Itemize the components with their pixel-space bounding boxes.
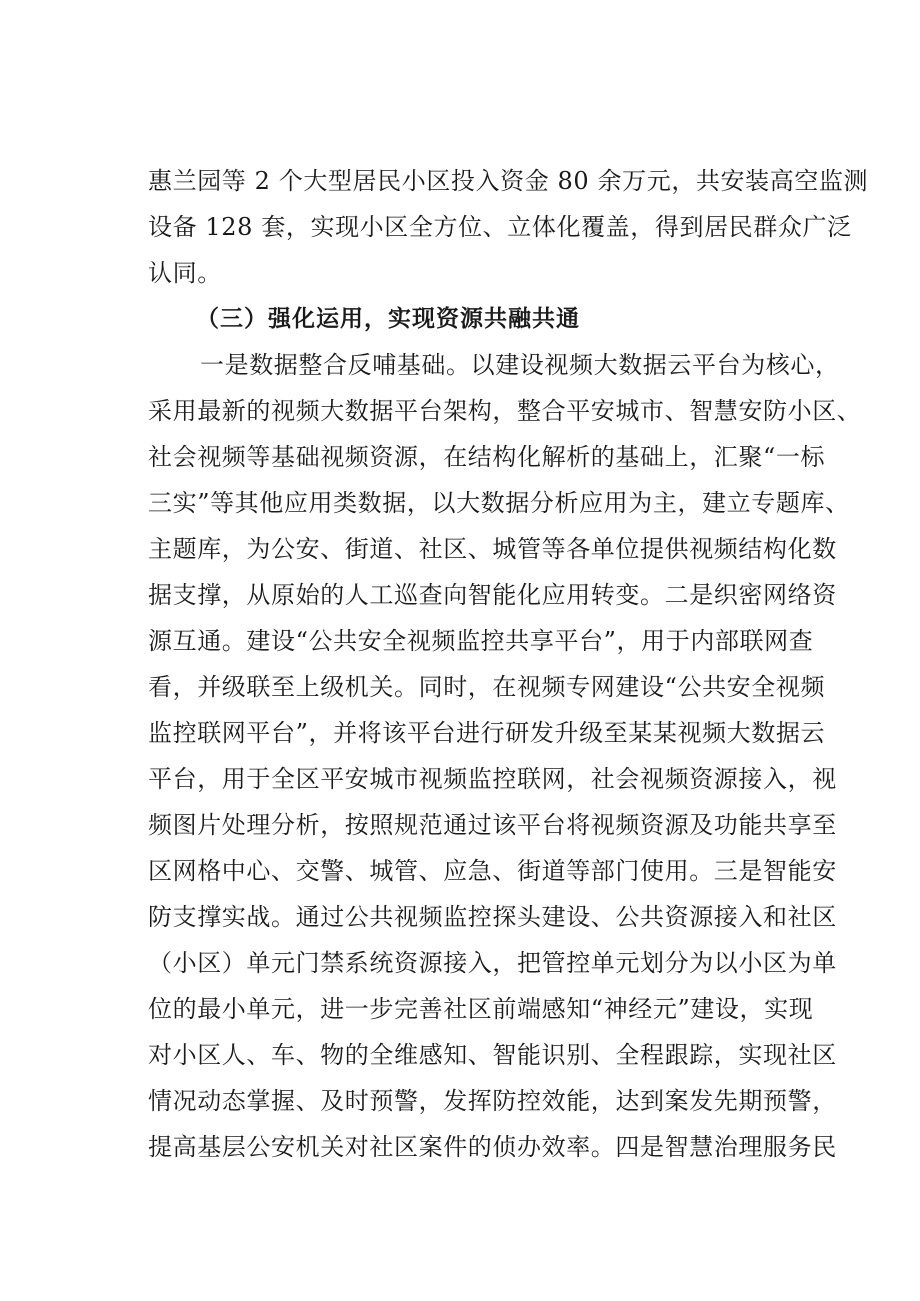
- paragraph-line: 频图片处理分析，按照规范通过该平台将视频资源及功能共享至: [148, 811, 837, 839]
- paragraph-line: 监控联网平台”，并将该平台进行研发升级至某某视频大数据云: [148, 719, 826, 747]
- paragraph-line: 三实”等其他应用类数据，以大数据分析应用为主，建立专题库、: [148, 489, 850, 517]
- paragraph-line: 社会视频等基础视频资源，在结构化解析的基础上，汇聚“一标: [148, 443, 826, 471]
- paragraph-line: 主题库，为公安、街道、社区、城管等各单位提供视频结构化数: [148, 535, 837, 563]
- section-heading: （三）强化运用，实现资源共融共通: [196, 306, 580, 332]
- paragraph-line: 一是数据整合反哺基础。以建设视频大数据云平台为核心，: [200, 351, 840, 379]
- paragraph-line: 区网格中心、交警、城管、应急、街道等部门使用。三是智能安: [148, 857, 837, 885]
- paragraph-line: （小区）单元门禁系统资源接入，把管控单元划分为以小区为单: [148, 949, 837, 977]
- paragraph-line: 设备 128 套，实现小区全方位、立体化覆盖，得到居民群众广泛: [148, 213, 852, 241]
- paragraph-line: 情况动态掌握、及时预警，发挥防控效能，达到案发先期预警，: [148, 1087, 837, 1115]
- paragraph-line: 对小区人、车、物的全维感知、智能识别、全程跟踪，实现社区: [148, 1041, 837, 1069]
- paragraph-line: 认同。: [148, 259, 222, 287]
- paragraph-line: 位的最小单元，进一步完善社区前端感知“神经元”建设，实现: [148, 995, 814, 1023]
- paragraph-line: 看，并级联至上级机关。同时，在视频专网建设“公共安全视频: [148, 673, 826, 701]
- paragraph-line: 采用最新的视频大数据平台架构，整合平安城市、智慧安防小区、: [148, 397, 862, 425]
- paragraph-line: 提高基层公安机关对社区案件的侦办效率。四是智慧治理服务民: [148, 1133, 837, 1161]
- paragraph-line: 防支撑实战。通过公共视频监控探头建设、公共资源接入和社区: [148, 903, 837, 931]
- paragraph-line: 平台，用于全区平安城市视频监控联网，社会视频资源接入，视: [148, 765, 837, 793]
- paragraph-line: 源互通。建设“公共安全视频监控共享平台”，用于内部联网查: [148, 627, 814, 655]
- paragraph-line: 惠兰园等 2 个大型居民小区投入资金 80 余万元，共安装高空监测: [148, 167, 869, 195]
- paragraph-line: 据支撑，从原始的人工巡查向智能化应用转变。二是织密网络资: [148, 581, 837, 609]
